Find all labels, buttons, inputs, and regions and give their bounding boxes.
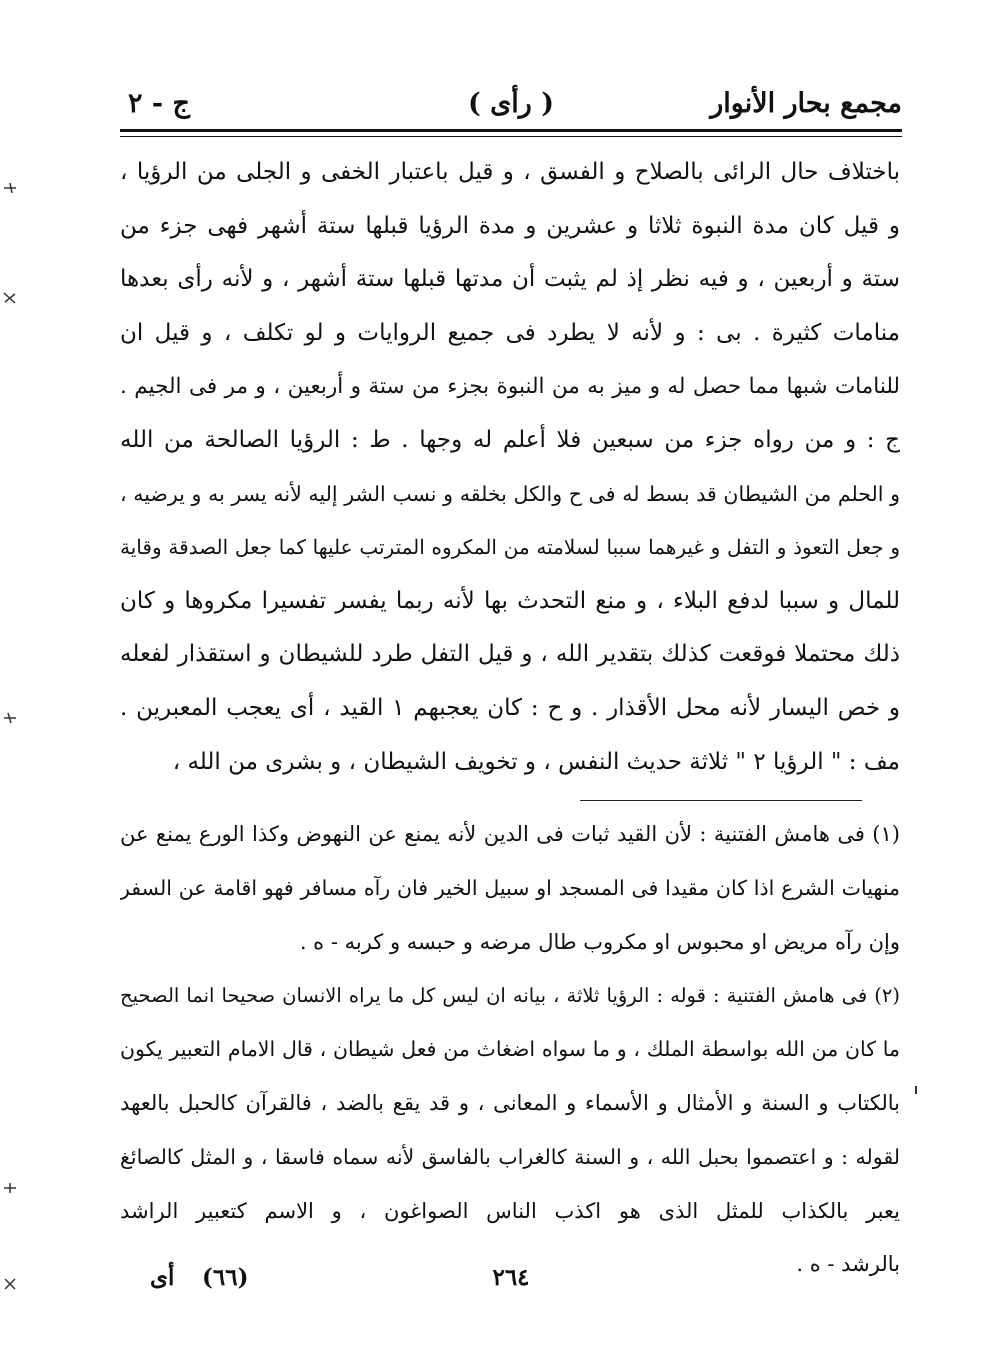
footnote-line: وإن رآه مريض او محبوس او مكروب طال مرضه و حبسه و كربه - ه . bbox=[299, 929, 900, 954]
text-line: ستة و أربعين ، و فيه نظر إذ لم يثبت أن مدتها قبلها ستة أشهر ، و لأنه رأى بعدها bbox=[120, 266, 900, 293]
text-line: مف : " الرؤيا ٢ " ثلاثة حديث النفس ، و تخويف الشيطان ، و بشرى من الله ، bbox=[172, 748, 900, 775]
footnote-line: ما كان من الله بواسطة الملك ، و ما سواه اضغاث من فعل شيطان ، قال الامام التعبير يكون bbox=[120, 1037, 900, 1062]
footnote-line: منهيات الشرع اذا كان مقيدا فى المسجد او سبيل الخير فان رآه مسافر فهو اقامة عن السفر bbox=[120, 875, 900, 900]
footnote-line: بالرشد - ه . bbox=[796, 1252, 900, 1277]
header-rule-thin bbox=[120, 136, 902, 137]
running-header bbox=[120, 84, 902, 124]
margin-mark-icon bbox=[2, 1180, 18, 1196]
text-line: للمال و سببا لدفع البلاء ، و منع التحدث بها لأنه ربما يفسر تفسيرا مكروها و كان bbox=[120, 587, 900, 614]
page-footer bbox=[120, 1258, 902, 1298]
footnote-line: (٢) فى هامش الفتنية : قوله : الرؤيا ثلاثة ، بيانه ان ليس كل ما يراه الانسان صحيحا انما الصحيح bbox=[120, 984, 900, 1008]
section-index: (٦٦) bbox=[202, 1264, 249, 1291]
footnote-line: بالكتاب و السنة و الأمثال و الأسماء و المعانى ، و قد يقع بالضد ، فالقرآن كالحبل بالعهد bbox=[120, 1090, 900, 1115]
text-line: ج : و من رواه جزء من سبعين فلا أعلم له وجها . ط : الرؤيا الصالحة من الله bbox=[120, 426, 900, 453]
text-line: ذلك محتملا فوقعت كذلك بتقدير الله ، و قيل التفل طرد للشيطان و استقذار لفعله bbox=[120, 641, 900, 668]
text-line: باختلاف حال الرائى بالصلاح و الفسق ، و قيل باعتبار الخفى و الجلى من الرؤيا ، bbox=[120, 159, 900, 185]
text-line: منامات كثيرة . بى : و لأنه لا يطرد فى جميع الروايات و لو تكلف ، و قيل ان bbox=[120, 319, 900, 346]
catchword: أى bbox=[150, 1264, 175, 1291]
footnotes bbox=[120, 808, 900, 1292]
footnote-line: (١) فى هامش الفتنية : لأن القيد ثبات فى الدين لأنه يمنع عن النهوض وكذا الورع يمنع عن bbox=[120, 822, 900, 846]
footnote-line: يعبر بالكذاب للمثل الذى هو اكذب الناس الصواغون ، و الاسم كتعبير الراشد bbox=[120, 1198, 900, 1223]
text-line: و قيل كان مدة النبوة ثلاثا و عشرين و مدة الرؤيا قبلها ستة أشهر فهى جزء من bbox=[120, 212, 900, 239]
margin-mark-icon bbox=[908, 1082, 924, 1098]
text-line: و جعل التعوذ و التفل و غيرهما سببا لسلامته من المكروه المترتب عليها كما جعل الصدقة وقاية bbox=[120, 535, 900, 560]
entry-word: ( رأى ) bbox=[467, 88, 555, 119]
book-title: مجمع بحار الأنوار bbox=[710, 88, 902, 119]
footnote-line: لقوله : و اعتصموا بحبل الله ، و السنة كالغراب بالفاسق لأنه سماه فاسقا ، و المثل كالصائغ bbox=[120, 1144, 900, 1169]
volume-number: ج - ٢ bbox=[128, 88, 190, 119]
margin-mark-icon bbox=[2, 290, 18, 306]
margin-mark-icon bbox=[2, 1276, 18, 1292]
text-line: للنامات شبها مما حصل له و ميز به من النبوة بجزء من ستة و أربعين ، و مر فى الجيم . bbox=[120, 374, 900, 400]
header-rule-thick bbox=[120, 129, 902, 132]
margin-mark-icon bbox=[2, 180, 18, 196]
footnote-separator bbox=[580, 800, 862, 801]
page-number: ٢٦٤ bbox=[492, 1264, 530, 1291]
margin-mark-icon bbox=[2, 710, 18, 726]
text-line: و خص اليسار لأنه محل الأقذار . و ح : كان يعجبهم ١ القيد ، أى يعجب المعبرين . bbox=[120, 694, 900, 721]
text-line: و الحلم من الشيطان قد بسط له فى ح والكل بخلقه و نسب الشر إليه لأنه يسر به و يرضيه ، bbox=[120, 481, 900, 506]
main-text bbox=[120, 146, 900, 789]
